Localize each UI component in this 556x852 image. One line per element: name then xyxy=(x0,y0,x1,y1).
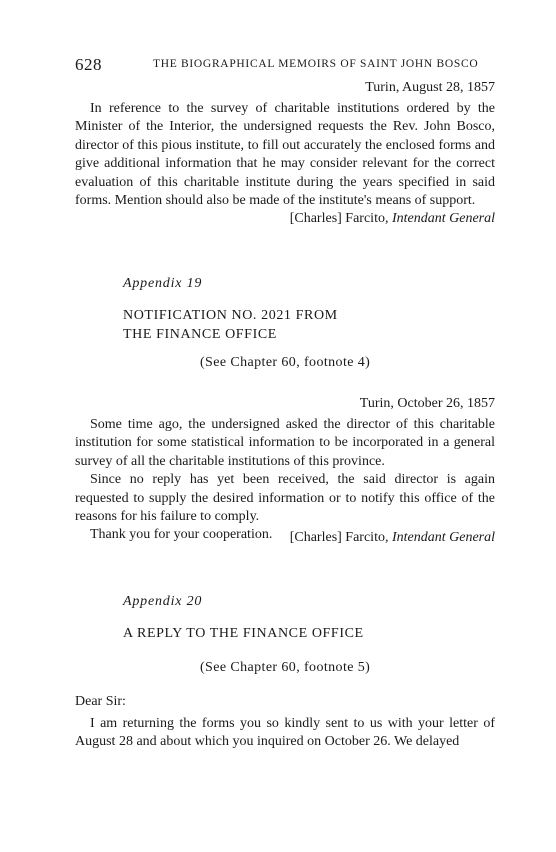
appendix-20-label: Appendix 20 xyxy=(123,594,203,609)
appendix-19-title-line1: NOTIFICATION NO. 2021 FROM xyxy=(123,308,338,323)
appendix-19-paragraph-1: Some time ago, the undersigned asked the director of this charitable institution for some statistical information to be incorporated in a general survey of all the charitable institutions of this province. xyxy=(75,417,495,469)
appendix-20-reference: (See Chapter 60, footnote 5) xyxy=(200,660,371,675)
dateline-august: Turin, August 28, 1857 xyxy=(365,80,495,95)
appendix-19-paragraph-3: Thank you for your cooperation. xyxy=(90,527,273,543)
signature-title: Intendant General xyxy=(391,211,495,226)
reply-paragraph: I am returning the forms you so kindly sent to us with your letter of August 28 and about which you inquired on October 26. We delayed xyxy=(75,716,495,750)
salutation: Dear Sir: xyxy=(75,694,126,709)
signature-october xyxy=(75,529,495,547)
appendix-19-title-line2: THE FINANCE OFFICE xyxy=(123,327,277,342)
running-title: THE BIOGRAPHICAL MEMOIRS OF SAINT JOHN BOSCO xyxy=(153,58,479,70)
appendix-19-body xyxy=(75,416,495,545)
survey-request-paragraph: In reference to the survey of charitable institutions ordered by the Minister of the Interior, the undersigned requests the Rev. John Bosco, director of this pious institute, to fill out accurately the enclosed forms and give additional information that he may consider relevant for the correct evaluation of this charitable institute during the years specified in said forms. Mention should also be made of the institute's means of support. xyxy=(75,101,495,209)
appendix-19-title xyxy=(123,306,443,344)
signature-title: Intendant General xyxy=(391,530,495,545)
appendix-19-paragraph-2: Since no reply has yet been received, the said director is again requested to supply the desired information or to notify this office of the reasons for his failure to comply. xyxy=(75,472,495,525)
running-head xyxy=(75,55,495,77)
page-number: 628 xyxy=(75,55,102,74)
signature-name: [Charles] Farcito, xyxy=(289,211,392,226)
signature-name: [Charles] Farcito, xyxy=(289,530,392,545)
dateline-october: Turin, October 26, 1857 xyxy=(359,396,495,411)
appendix-19-reference: (See Chapter 60, footnote 4) xyxy=(200,355,371,370)
appendix-20-title: A REPLY TO THE FINANCE OFFICE xyxy=(123,626,364,641)
signature-august xyxy=(75,210,495,228)
appendix-19-label: Appendix 19 xyxy=(123,276,203,291)
